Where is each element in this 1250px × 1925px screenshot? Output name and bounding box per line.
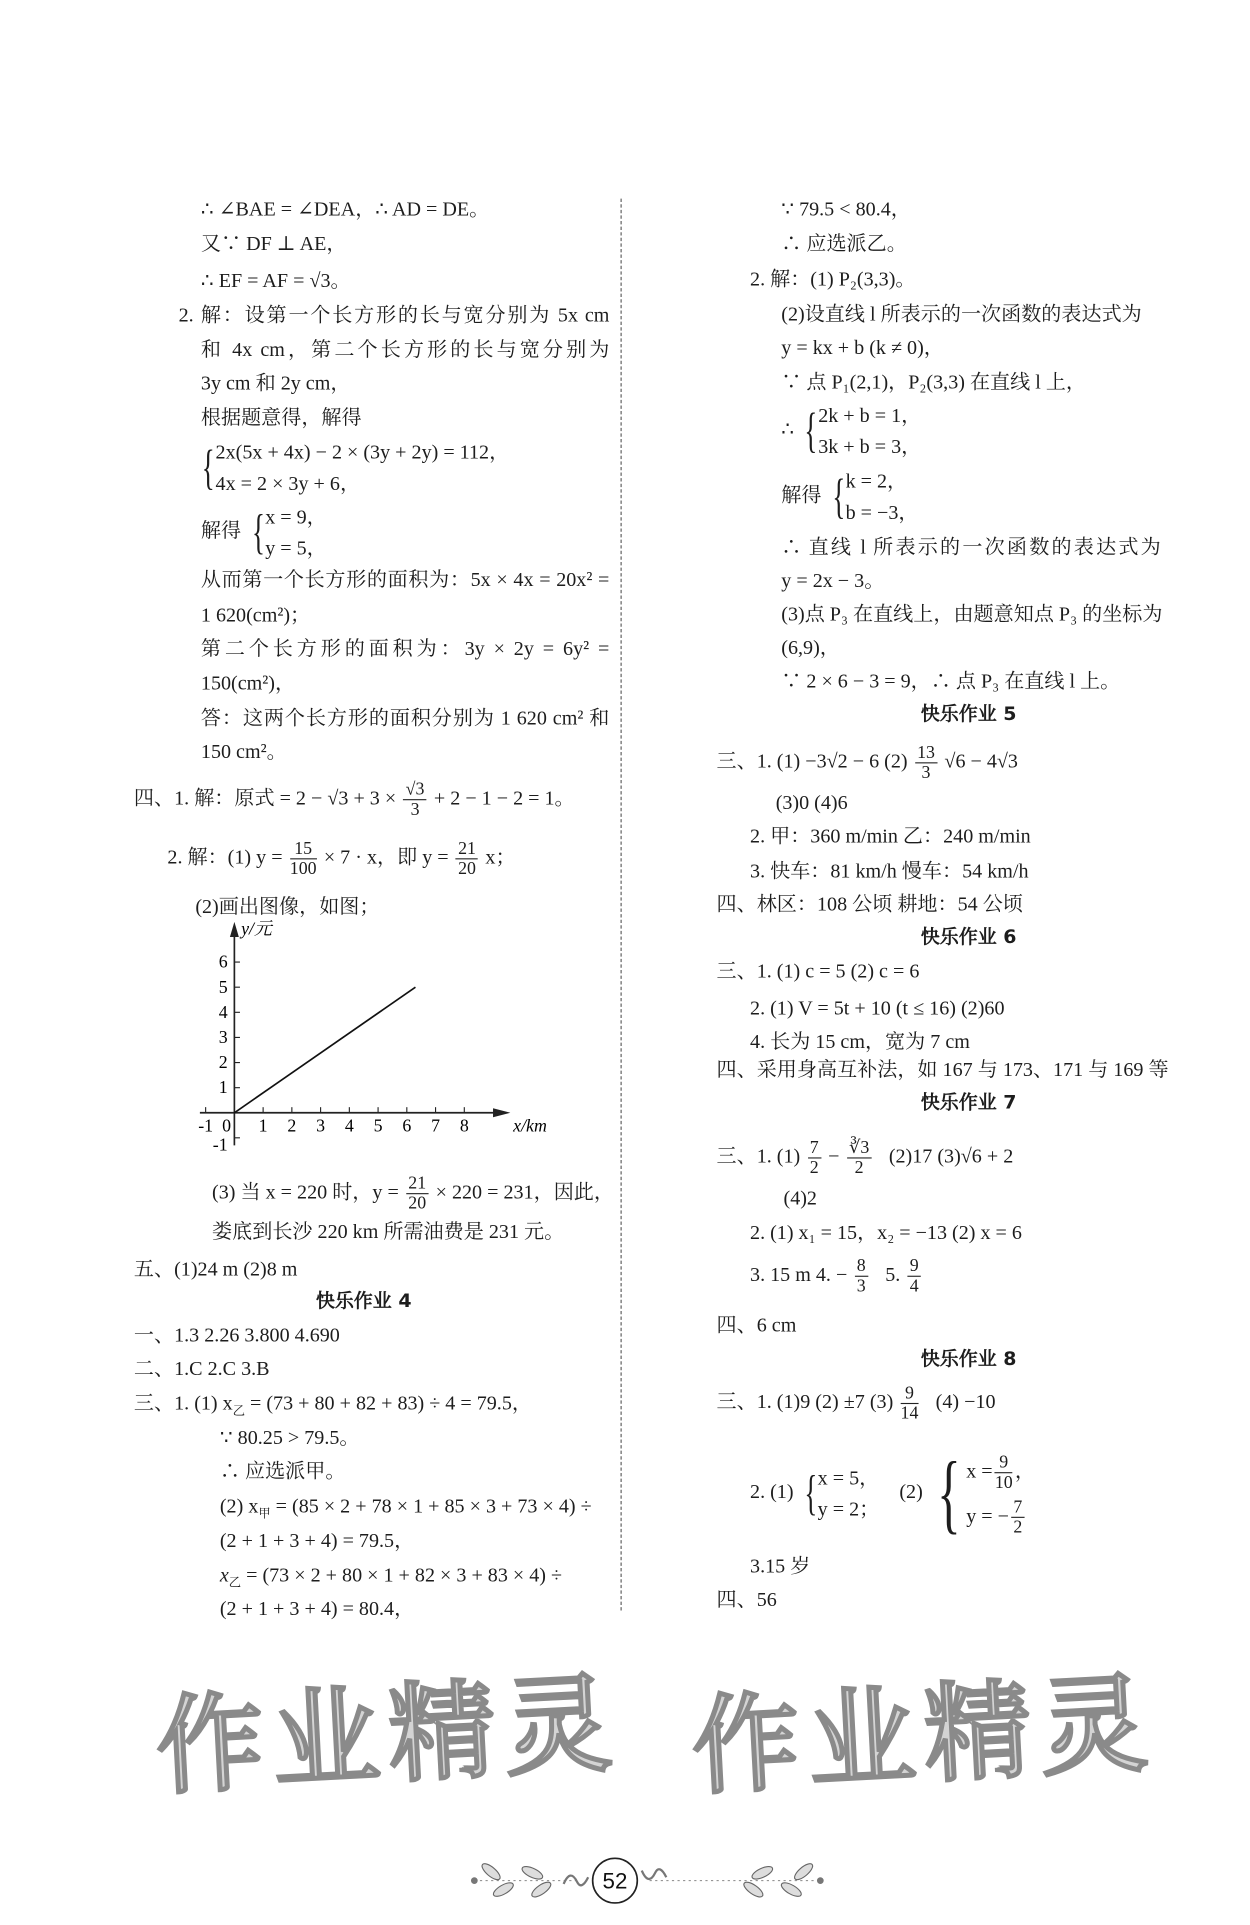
text: (4) −10 [935,1390,996,1413]
text-line: 根据题意得，解得 [200,406,362,429]
section-heading: 快乐作业 4 [315,1290,412,1313]
solution-system [201,501,327,564]
text: × 7 · x，即 y = [323,845,449,868]
fraction [855,1257,868,1296]
x-tick-label: 8 [459,1115,469,1136]
text: ， [1014,1459,1036,1483]
y-tick-label: 4 [218,1001,228,1022]
equation: 3k + b = 3， [818,435,922,458]
denominator: 3 [921,763,931,783]
text-line: (2)画出图像，如图； [195,895,380,918]
text: 2. (1) [750,1480,794,1503]
x-tick-label: 1 [258,1115,268,1136]
text: 三、1. (1) −3√2 − 6 (2) [716,749,908,772]
text-line [134,1391,532,1424]
x-tick-label: 4 [344,1115,354,1136]
numerator: 21 [456,839,478,859]
text-line: 四、6 cm [716,1313,797,1336]
text-line: 娄底到长沙 220 km 所需油费是 231 元。 [212,1219,565,1243]
fraction [403,780,426,819]
text-line: y = 2x − 3。 [781,569,885,592]
section-4-q2 [167,839,515,878]
equation [966,1449,1035,1494]
page-footer [0,1853,1250,1920]
x-tick-label: 0 [222,1115,232,1136]
text-line: (3)0 (4)6 [775,791,848,814]
x-axis-label: x/km [513,1115,547,1136]
fraction [456,839,478,878]
brace-icon: { [201,439,215,495]
denominator: 3 [856,1276,866,1296]
text-line: 五、(1)24 m (2)8 m [133,1257,298,1281]
fraction [908,1257,921,1296]
footer-ornament-icon [0,1853,1250,1920]
numerator: 7 [807,1138,820,1158]
text-line: 又∵ DF ⊥ AE， [200,232,347,255]
denominator: 100 [289,859,317,879]
equation: y = 2； [817,1497,880,1521]
x-tick-label: -1 [198,1115,214,1136]
text-line: 3y cm 和 2y cm， [200,371,351,394]
page-number: 52 [602,1868,628,1894]
text: (2)17 (3)√6 + 2 [888,1144,1014,1168]
equation: 2k + b = 1， [818,404,922,427]
text-line: 3.15 岁 [750,1554,811,1578]
denominator: 4 [909,1276,919,1296]
equation-system [196,436,509,499]
fraction [406,1174,428,1213]
x-tick-label: 3 [316,1115,326,1136]
text-line: 四、采用身高互补法，如 167 与 173、171 与 169 等 [716,1058,1169,1081]
denominator: 20 [408,1194,427,1214]
numerator: 9 [995,1454,1013,1474]
text-line: ∵ 点 P₁(2,1)，P₂(3,3) 在直线 l 上， [781,370,1087,393]
text-line: ∴ ∠BAE = ∠DEA，∴ AD = DE。 [200,197,490,220]
text-line: 四、56 [716,1588,777,1611]
subscript: 甲 [258,1507,271,1521]
text-line: 第二个长方形的面积为：3y × 2y = 6y² = [200,637,610,660]
text-line: 二、1.C 2.C 3.B [133,1357,270,1380]
brace-icon: { [937,1444,962,1543]
fraction [915,743,937,782]
text-line: 2. 甲：360 m/min 乙：240 m/min [750,824,1031,848]
x-tick-label: 2 [287,1115,297,1136]
fraction [901,1384,919,1423]
denominator: 20 [458,859,476,879]
label: 解得 [781,483,822,506]
subscript: 乙 [232,1404,245,1419]
numerator: 8 [855,1257,868,1277]
text-line: (4)2 [783,1186,817,1209]
text-line: 解：设第一个长方形的长与宽分别为 5x cm [200,303,610,326]
text: × 220 = 231，因此， [435,1180,614,1203]
section-heading: 快乐作业 5 [920,703,1017,726]
fraction [847,1138,872,1177]
text-line: 1 620(cm²)； [200,603,311,627]
text-line: (2 + 1 + 3 + 4) = 80.4， [219,1597,415,1620]
text-line: ∴ 应选派甲。 [219,1459,346,1483]
text-line: ∵ 80.25 > 79.5。 [219,1426,360,1449]
text-line: 4. 长为 15 cm，宽为 7 cm [750,1030,970,1053]
equation [966,1493,1035,1538]
y-tick-label: 6 [218,951,228,972]
text: x = [966,1459,993,1483]
denominator: 2 [854,1158,864,1178]
numerator: 9 [908,1257,921,1277]
text-line: ∴ EF = AF = √3。 [200,268,351,292]
equation: b = −3， [845,501,919,524]
text: (3) 当 x = 220 时，y = [212,1180,399,1203]
equation: y = 5， [265,536,327,560]
text-line: y = kx + b (k ≠ 0)， [781,335,944,359]
text: ∴ [781,417,795,440]
equation-system [781,400,921,463]
x-tick-label: 7 [431,1115,441,1136]
text: (2) [899,1480,923,1503]
column-divider [621,199,622,1611]
text-line: (3)点 P₃ 在直线上，由题意知点 P₃ 的坐标为 [781,602,1163,626]
text: (2) x [219,1494,259,1517]
line-graph [167,910,546,1169]
text: 2. 解：(1) y = [167,845,283,868]
y-tick-label: 3 [218,1026,228,1047]
brace-icon: { [804,402,818,458]
brace-icon: { [831,468,845,524]
x-tick-label: 6 [402,1115,412,1136]
y-tick-label: -1 [212,1134,228,1155]
numerator: 9 [901,1384,919,1404]
y-tick-label: 1 [218,1077,228,1098]
text-line: (6,9)， [781,636,840,659]
text-line: (2 + 1 + 3 + 4) = 79.5， [219,1529,415,1552]
text-line: 四、林区：108 公顷 耕地：54 公顷 [716,892,1023,916]
y-axis-label: y/元 [241,918,272,939]
text: = (73 + 80 + 82 + 83) ÷ 4 = 79.5， [244,1391,532,1415]
text-line: 从而第一个长方形的面积为：5x × 4x = 20x² = [200,568,610,591]
text: x； [485,845,516,868]
text-line: 和 4x cm，第二个长方形的长与宽分别为 [200,338,610,361]
text-line: 2. (1) V = 5t + 10 (t ≤ 16) (2)60 [750,996,1005,1019]
text: y = − [966,1504,1009,1527]
text-line: 三、1. (1) c = 5 (2) c = 6 [716,959,920,983]
text-line [717,1384,996,1423]
numerator: 15 [290,839,317,859]
x-tick-label: 5 [373,1115,383,1136]
y-tick-label: 2 [218,1052,228,1073]
brace-icon: { [251,504,265,560]
text-line: 一、1.3 2.26 3.800 4.690 [133,1323,340,1347]
text-line [717,1138,1014,1177]
equation: 2x(5x + 4x) − 2 × (3y + 2y) = 112， [215,440,510,464]
denominator: 14 [900,1404,919,1424]
section-heading: 快乐作业 7 [920,1091,1017,1114]
fraction [807,1138,820,1177]
x-axis-arrow-icon [493,1108,510,1117]
text: 三、1. (1) [716,1144,801,1168]
text-line: 3. 快车：81 km/h 慢车：54 km/h [750,859,1029,882]
question-number: 2. [178,303,194,326]
text-line [717,743,1018,782]
text: √6 − 4√3 [944,749,1018,772]
equation: x = 9， [265,505,327,528]
equation: 4x = 2 × 3y + 6， [215,472,361,495]
numerator: √3 [403,780,426,800]
text-line: 答：这两个长方形的面积分别为 1 620 cm² 和 [200,706,610,729]
text: + 2 − 1 − 2 = 1。 [433,786,575,809]
text: − [828,1144,840,1168]
text-line [750,1444,1036,1543]
section-4-q1 [134,780,575,819]
text: = (85 × 2 + 78 × 1 + 85 × 3 + 73 × 4) ÷ [270,1494,592,1517]
subscript: 乙 [228,1576,242,1590]
denominator: 10 [994,1473,1013,1493]
text-line: 2. 解：(1) P₂(3,3)。 [750,267,916,291]
text-line [220,1563,562,1596]
label: 解得 [200,519,242,542]
text-line: ∵ 79.5 < 80.4， [781,197,911,220]
equation: k = 2， [845,469,908,493]
denominator: 2 [1013,1518,1023,1538]
fraction [290,839,317,878]
numerator: ∛3 [847,1138,872,1158]
denominator: 3 [410,800,420,820]
watermark: 作业精灵 [153,1660,624,1811]
text-line: 150 cm²。 [200,739,287,763]
section-heading: 快乐作业 8 [920,1348,1017,1371]
text: 四、1. 解：原式 = 2 − √3 + 3 × [133,786,397,809]
text-line: 150(cm²)， [200,671,296,695]
equation: x = 5， [817,1466,880,1489]
section-4-q3 [212,1174,614,1213]
text-line [750,1257,923,1296]
y-tick-label: 5 [218,976,228,997]
numerator: 7 [1011,1498,1024,1518]
text-line: ∴ 直线 l 所表示的一次函数的表达式为 [781,535,1161,559]
y-axis-arrow-icon [230,922,239,937]
text-line: ∵ 2 × 6 − 3 = 9，∴ 点 P₃ 在直线 l 上。 [781,669,1121,692]
fraction [995,1454,1013,1493]
solution-system [781,465,918,528]
text-line: (2)设直线 l 所表示的一次函数的表达式为 [781,302,1142,325]
text: 5. [885,1263,901,1286]
brace-icon: { [803,1465,817,1521]
denominator: 2 [809,1158,819,1178]
text: 3. 15 m 4. − [750,1263,848,1286]
text-line: ∴ 应选派乙。 [781,232,907,255]
fraction [1011,1498,1024,1537]
section-heading: 快乐作业 6 [920,926,1017,949]
text: 三、1. (1)9 (2) ±7 (3) [716,1390,894,1413]
text-line: 2. (1) x₁ = 15，x₂ = −13 (2) x = 6 [750,1221,1022,1244]
text-line [220,1493,592,1526]
text: 三、1. (1) x [133,1391,233,1415]
numerator: 13 [915,743,937,763]
watermark: 作业精灵 [689,1660,1160,1811]
text: = (73 × 2 + 80 × 1 + 82 × 3 + 83 × 4) ÷ [241,1563,563,1586]
numerator: 21 [406,1174,428,1194]
text: x [219,1563,229,1586]
series-line [234,987,415,1113]
